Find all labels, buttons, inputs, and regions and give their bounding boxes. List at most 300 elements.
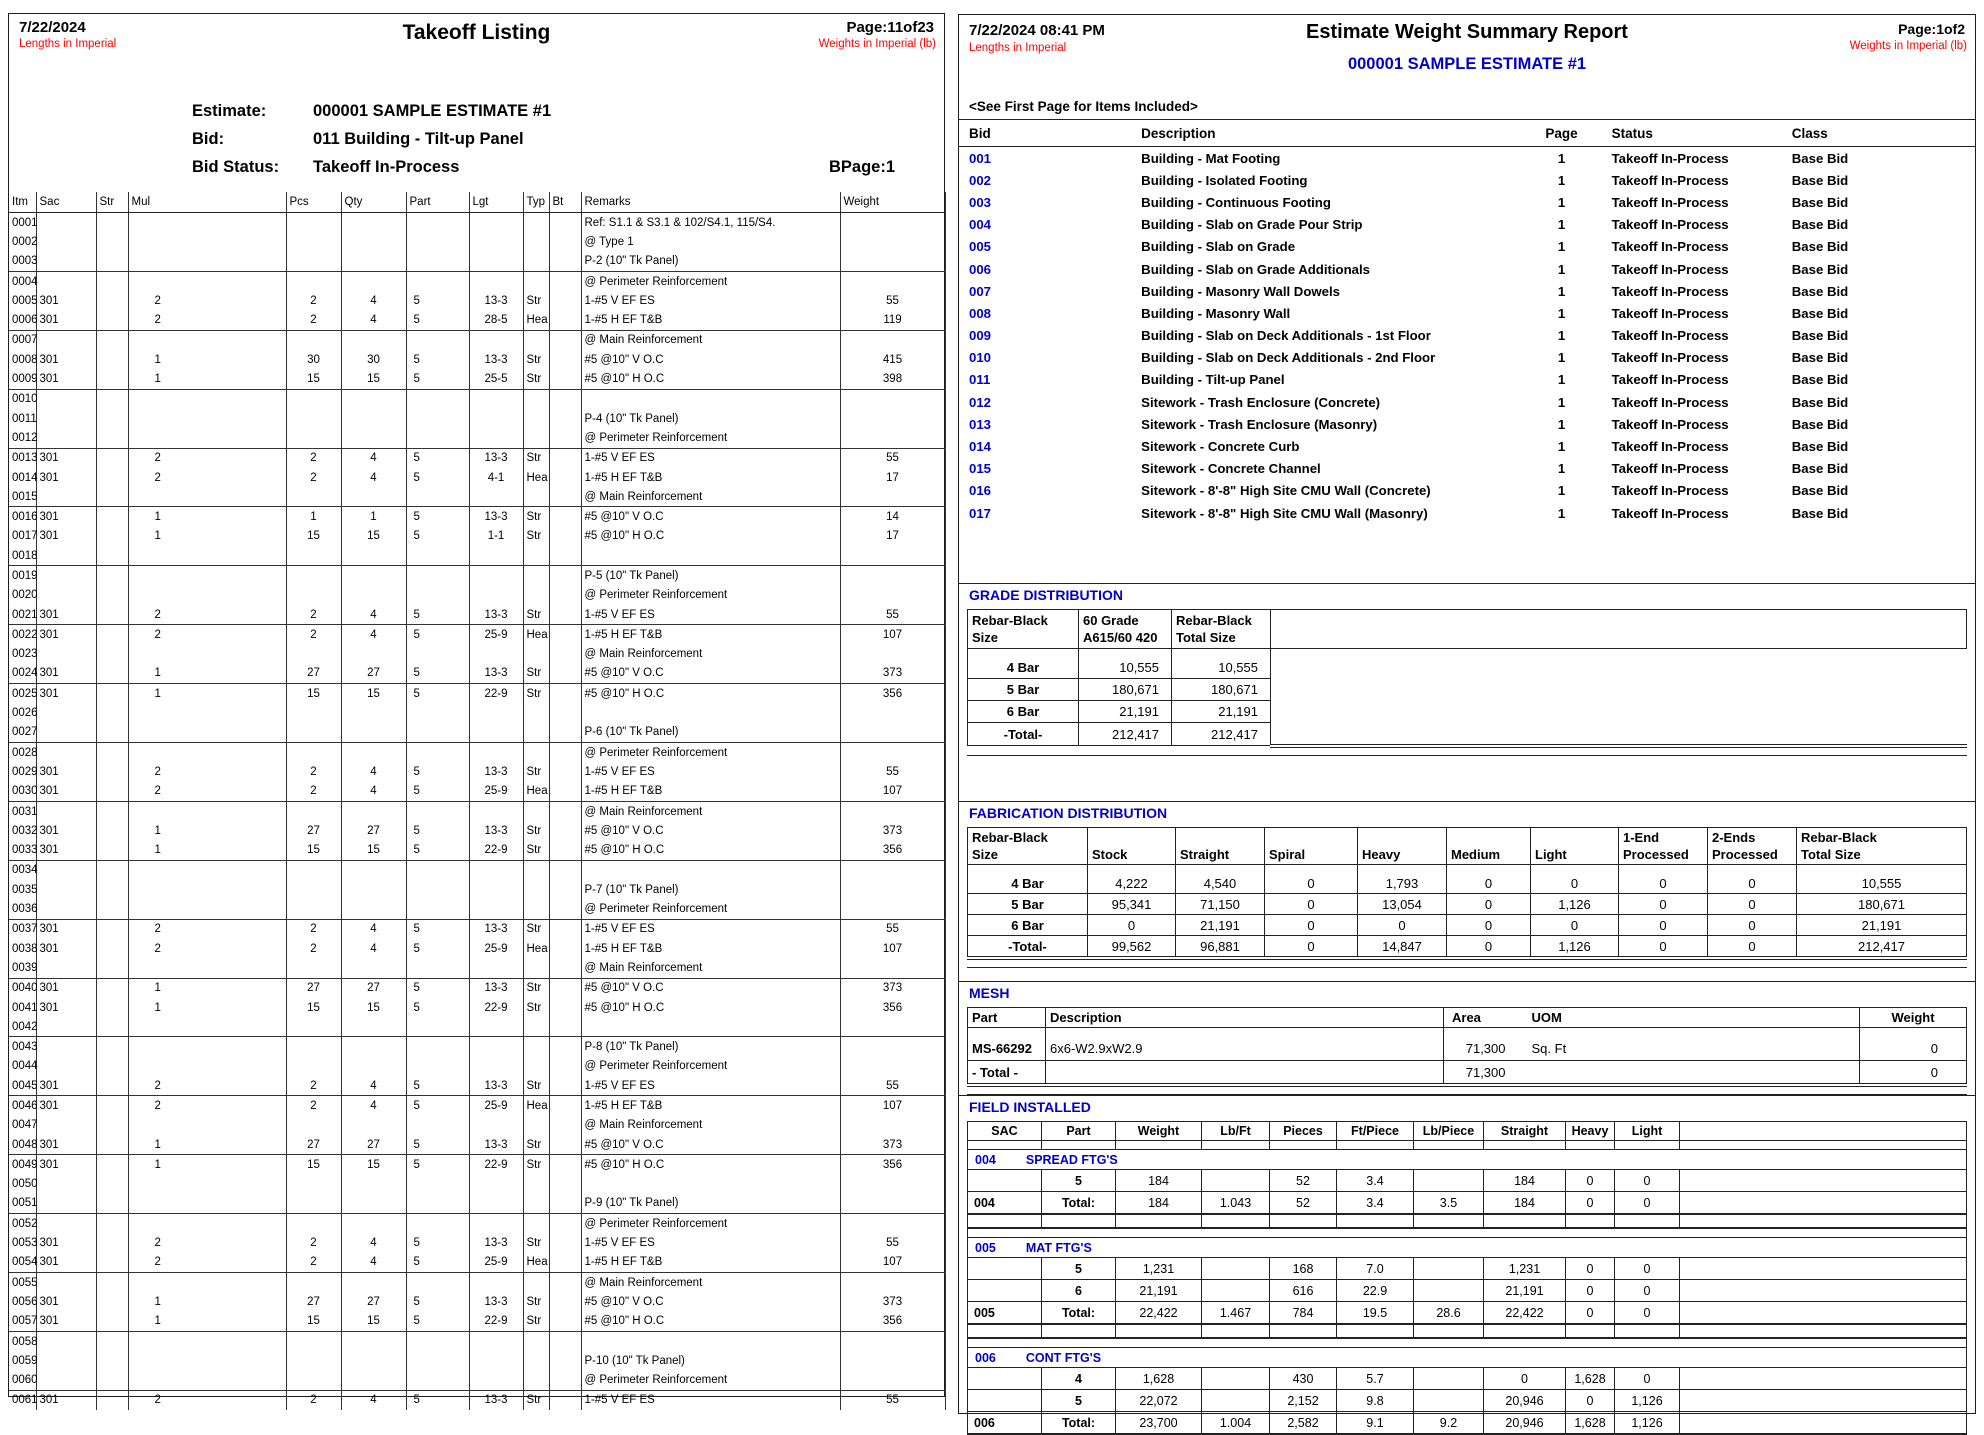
takeoff-cell: 1-#5 V EF ES bbox=[581, 762, 840, 781]
field-total-value: 20,946 bbox=[1484, 1412, 1566, 1435]
takeoff-cell bbox=[549, 782, 581, 802]
fab-value: 4,222 bbox=[1088, 873, 1176, 894]
takeoff-cell bbox=[286, 487, 341, 507]
takeoff-cell: 1-#5 H EF T&B bbox=[581, 782, 840, 802]
takeoff-cell bbox=[469, 1273, 523, 1293]
takeoff-cell: 13-3 bbox=[469, 291, 523, 310]
field-total-value: 22,422 bbox=[1116, 1302, 1202, 1325]
takeoff-row bbox=[9, 998, 945, 1017]
takeoff-cell: Str bbox=[523, 762, 549, 781]
takeoff-cell: 1 bbox=[128, 350, 286, 369]
takeoff-cell bbox=[286, 1214, 341, 1234]
takeoff-cell bbox=[840, 743, 945, 763]
fabrication-distribution-section bbox=[959, 801, 1975, 968]
takeoff-cell bbox=[96, 605, 128, 625]
takeoff-cell: 415 bbox=[840, 350, 945, 369]
takeoff-cell bbox=[128, 389, 286, 409]
takeoff-cell: 4 bbox=[341, 625, 406, 645]
takeoff-cell bbox=[840, 330, 945, 350]
takeoff-cell bbox=[96, 1096, 128, 1116]
takeoff-cell: 1-#5 V EF ES bbox=[581, 1390, 840, 1410]
takeoff-cell bbox=[406, 586, 469, 605]
takeoff-cell: 301 bbox=[36, 507, 96, 527]
field-value: 0 bbox=[1566, 1280, 1615, 1302]
takeoff-cell bbox=[549, 1116, 581, 1135]
takeoff-cell: 1 bbox=[128, 684, 286, 704]
takeoff-cell bbox=[286, 252, 341, 272]
takeoff-cell: 1-#5 H EF T&B bbox=[581, 310, 840, 330]
takeoff-cell bbox=[96, 958, 128, 978]
bid-cell: Base Bid bbox=[1791, 372, 1849, 388]
field-part-row bbox=[968, 1390, 1967, 1412]
bid-cell: 015 bbox=[969, 461, 992, 477]
takeoff-cell: P-6 (10" Tk Panel) bbox=[581, 723, 840, 743]
takeoff-cell bbox=[406, 958, 469, 978]
grade-row bbox=[968, 679, 1967, 701]
lengths-units-note: Lengths in Imperial bbox=[19, 38, 117, 50]
field-total-value: 9.2 bbox=[1414, 1412, 1484, 1435]
field-spacer-cell bbox=[1337, 1214, 1414, 1228]
takeoff-cell bbox=[549, 271, 581, 291]
bid-cell: Base Bid bbox=[1791, 305, 1849, 321]
section-title: FIELD INSTALLED bbox=[969, 1099, 1091, 1115]
takeoff-cell: 0026 bbox=[9, 703, 36, 722]
field-total-sac: 004 bbox=[968, 1192, 1042, 1215]
takeoff-row bbox=[9, 958, 945, 978]
takeoff-cell bbox=[128, 1116, 286, 1135]
weights-units-note: Weights in Imperial (lb) bbox=[818, 38, 936, 50]
takeoff-cell: @ Main Reinforcement bbox=[581, 1116, 840, 1135]
takeoff-cell bbox=[549, 1351, 581, 1370]
takeoff-cell: 5 bbox=[406, 350, 469, 369]
takeoff-cell: 0022 bbox=[9, 625, 36, 645]
fab-col-header bbox=[1088, 828, 1176, 865]
takeoff-cell bbox=[286, 1057, 341, 1076]
takeoff-cell bbox=[840, 801, 945, 821]
takeoff-cell: #5 @10" H O.C bbox=[581, 998, 840, 1017]
field-filler bbox=[1680, 1280, 1967, 1302]
takeoff-cell bbox=[549, 566, 581, 586]
takeoff-cell bbox=[549, 291, 581, 310]
takeoff-cell bbox=[128, 1273, 286, 1293]
takeoff-cell bbox=[36, 1351, 96, 1370]
bid-cell: Takeoff In-Process bbox=[1611, 439, 1729, 455]
takeoff-cell: 1-#5 H EF T&B bbox=[581, 939, 840, 958]
fab-header-line: Rebar-Black bbox=[972, 830, 1048, 845]
takeoff-row bbox=[9, 586, 945, 605]
takeoff-cell bbox=[96, 271, 128, 291]
takeoff-cell: 4 bbox=[341, 310, 406, 330]
bid-cell: Takeoff In-Process bbox=[1611, 150, 1729, 166]
field-value: 0 bbox=[1615, 1280, 1680, 1302]
grade-distribution-section bbox=[959, 583, 1975, 756]
takeoff-cell: 301 bbox=[36, 841, 96, 861]
field-sac-cell bbox=[968, 1390, 1042, 1412]
field-group-sac: 004 bbox=[975, 1152, 996, 1167]
takeoff-cell bbox=[549, 821, 581, 840]
takeoff-cell bbox=[406, 213, 469, 233]
takeoff-cell: 1-#5 V EF ES bbox=[581, 919, 840, 939]
takeoff-cell bbox=[469, 586, 523, 605]
takeoff-cell bbox=[406, 252, 469, 272]
takeoff-cell bbox=[549, 1273, 581, 1293]
mesh-cell: 0 bbox=[1860, 1061, 1967, 1086]
field-total-label: Total: bbox=[1042, 1192, 1116, 1215]
takeoff-cell bbox=[523, 645, 549, 664]
fab-row bbox=[968, 894, 1967, 915]
report-datetime: 7/22/2024 08:41 PM bbox=[969, 22, 1105, 39]
field-spacer-cell bbox=[1337, 1324, 1414, 1338]
takeoff-cell bbox=[469, 1175, 523, 1194]
bid-cell: 009 bbox=[969, 328, 992, 344]
grade-col-header bbox=[1079, 610, 1172, 649]
fab-col-header bbox=[968, 828, 1088, 865]
grade-filler bbox=[1271, 657, 1967, 679]
takeoff-cell: 55 bbox=[840, 1233, 945, 1252]
takeoff-cell: 5 bbox=[406, 1135, 469, 1155]
bid-cell: Base Bid bbox=[1791, 150, 1849, 166]
takeoff-cell bbox=[36, 1273, 96, 1293]
takeoff-cell bbox=[523, 213, 549, 233]
takeoff-cell bbox=[341, 645, 406, 664]
takeoff-cell bbox=[581, 703, 840, 722]
takeoff-row bbox=[9, 762, 945, 781]
takeoff-cell: 13-3 bbox=[469, 762, 523, 781]
takeoff-cell bbox=[128, 566, 286, 586]
takeoff-cell: 15 bbox=[286, 684, 341, 704]
takeoff-cell: Str bbox=[523, 821, 549, 840]
bid-cell: 1 bbox=[1557, 217, 1566, 233]
takeoff-cell: 4 bbox=[341, 1390, 406, 1410]
takeoff-cell: 5 bbox=[406, 841, 469, 861]
takeoff-cell: 13-3 bbox=[469, 664, 523, 684]
takeoff-row bbox=[9, 821, 945, 840]
bid-row bbox=[959, 236, 1975, 258]
takeoff-cell bbox=[36, 801, 96, 821]
takeoff-cell: 4 bbox=[341, 291, 406, 310]
field-installed-header-row bbox=[968, 1122, 1967, 1141]
takeoff-cell bbox=[341, 409, 406, 428]
takeoff-col-header: Bt bbox=[549, 192, 581, 213]
takeoff-cell bbox=[406, 801, 469, 821]
takeoff-cell bbox=[523, 252, 549, 272]
field-spacer-cell bbox=[1202, 1214, 1270, 1228]
takeoff-cell: 301 bbox=[36, 369, 96, 389]
fab-value: 0 bbox=[1619, 873, 1708, 894]
takeoff-cell bbox=[286, 330, 341, 350]
field-spacer-cell bbox=[1116, 1214, 1202, 1228]
takeoff-cell: 373 bbox=[840, 821, 945, 840]
takeoff-cell: @ Perimeter Reinforcement bbox=[581, 586, 840, 605]
takeoff-cell: 4 bbox=[341, 939, 406, 958]
grade-total-value: 212,417 bbox=[1172, 723, 1271, 746]
takeoff-cell: 2 bbox=[286, 1390, 341, 1410]
takeoff-cell bbox=[840, 213, 945, 233]
takeoff-cell bbox=[840, 232, 945, 251]
takeoff-cell: 27 bbox=[286, 664, 341, 684]
field-total-value: 1,628 bbox=[1566, 1412, 1615, 1435]
takeoff-cell bbox=[286, 1351, 341, 1370]
takeoff-cell: #5 @10" H O.C bbox=[581, 527, 840, 546]
takeoff-cell bbox=[549, 939, 581, 958]
bid-cell: Takeoff In-Process bbox=[1611, 172, 1729, 188]
takeoff-cell bbox=[286, 1037, 341, 1057]
takeoff-cell bbox=[286, 566, 341, 586]
takeoff-cell bbox=[549, 1175, 581, 1194]
field-sac-cell bbox=[968, 1280, 1042, 1302]
takeoff-cell: 398 bbox=[840, 369, 945, 389]
takeoff-cell: @ Main Reinforcement bbox=[581, 801, 840, 821]
field-total-value: 28.6 bbox=[1414, 1302, 1484, 1325]
takeoff-cell bbox=[406, 1175, 469, 1194]
takeoff-cell bbox=[128, 1214, 286, 1234]
takeoff-cell: 5 bbox=[406, 998, 469, 1017]
takeoff-cell bbox=[341, 1175, 406, 1194]
field-value bbox=[1414, 1280, 1484, 1302]
fab-value: 0 bbox=[1619, 915, 1708, 936]
takeoff-cell: 1 bbox=[128, 507, 286, 527]
takeoff-cell bbox=[96, 625, 128, 645]
takeoff-cell bbox=[96, 1135, 128, 1155]
field-gap-cell bbox=[1414, 1141, 1484, 1150]
field-spacer-cell bbox=[968, 1214, 1042, 1228]
takeoff-cell bbox=[406, 743, 469, 763]
estimate-label: Estimate: bbox=[192, 102, 267, 120]
takeoff-cell bbox=[549, 958, 581, 978]
takeoff-cell bbox=[341, 899, 406, 919]
takeoff-cell bbox=[549, 743, 581, 763]
field-value: 20,946 bbox=[1484, 1390, 1566, 1412]
mesh-gap-cell bbox=[1520, 1028, 1860, 1037]
takeoff-cell: 2 bbox=[128, 310, 286, 330]
takeoff-cell bbox=[341, 703, 406, 722]
takeoff-cell: 0014 bbox=[9, 468, 36, 487]
takeoff-cell: 5 bbox=[406, 605, 469, 625]
takeoff-cell: 301 bbox=[36, 762, 96, 781]
takeoff-cell: 0038 bbox=[9, 939, 36, 958]
takeoff-cell: 5 bbox=[406, 782, 469, 802]
takeoff-cell: 5 bbox=[406, 1253, 469, 1273]
takeoff-cell bbox=[128, 409, 286, 428]
takeoff-cell: Str bbox=[523, 1135, 549, 1155]
fab-value: 0 bbox=[1619, 936, 1708, 959]
takeoff-cell: 1-#5 H EF T&B bbox=[581, 468, 840, 487]
takeoff-cell bbox=[549, 645, 581, 664]
takeoff-cell bbox=[96, 389, 128, 409]
takeoff-cell bbox=[406, 645, 469, 664]
takeoff-cell bbox=[286, 958, 341, 978]
takeoff-cell: 301 bbox=[36, 468, 96, 487]
takeoff-cell bbox=[406, 232, 469, 251]
field-part-number: 6 bbox=[1042, 1280, 1116, 1302]
takeoff-cell: 17 bbox=[840, 468, 945, 487]
takeoff-cell: 0039 bbox=[9, 958, 36, 978]
takeoff-cell: 0056 bbox=[9, 1292, 36, 1311]
takeoff-cell: 373 bbox=[840, 978, 945, 998]
field-gap-row bbox=[968, 1141, 1967, 1150]
takeoff-cell bbox=[341, 330, 406, 350]
field-installed-table bbox=[967, 1121, 1967, 1435]
field-spacer-cell bbox=[1680, 1214, 1967, 1228]
bid-cell: Building - Slab on Deck Additionals - 1st Floor bbox=[1141, 328, 1431, 344]
takeoff-cell bbox=[96, 566, 128, 586]
takeoff-cell: 13-3 bbox=[469, 350, 523, 369]
takeoff-row bbox=[9, 723, 945, 743]
takeoff-cell bbox=[96, 291, 128, 310]
takeoff-header-row bbox=[9, 192, 945, 213]
field-total-value: 1.467 bbox=[1202, 1302, 1270, 1325]
fabrication-header-row bbox=[968, 828, 1967, 865]
bid-row bbox=[959, 435, 1975, 457]
field-group-title: MAT FTG'S bbox=[1025, 1240, 1092, 1255]
takeoff-cell: 22-9 bbox=[469, 998, 523, 1017]
takeoff-cell bbox=[469, 1017, 523, 1037]
takeoff-cell: 0059 bbox=[9, 1351, 36, 1370]
field-total-value: 22,422 bbox=[1484, 1302, 1566, 1325]
field-gap-cell bbox=[1484, 1141, 1566, 1150]
field-col-header: Ft/Piece bbox=[1337, 1122, 1414, 1141]
fab-value: 0 bbox=[1265, 915, 1358, 936]
takeoff-cell bbox=[96, 1194, 128, 1214]
fab-header-line: Processed bbox=[1623, 847, 1689, 862]
grade-gap-cell bbox=[1172, 649, 1271, 658]
takeoff-cell bbox=[523, 1037, 549, 1057]
field-total-value: 9.1 bbox=[1337, 1412, 1414, 1435]
takeoff-cell bbox=[96, 1351, 128, 1370]
takeoff-cell: 2 bbox=[286, 1253, 341, 1273]
lengths-units-note: Lengths in Imperial bbox=[969, 42, 1067, 54]
fab-row bbox=[968, 873, 1967, 894]
takeoff-cell: 0009 bbox=[9, 369, 36, 389]
takeoff-cell: 0032 bbox=[9, 821, 36, 840]
takeoff-cell: 301 bbox=[36, 821, 96, 840]
takeoff-row bbox=[9, 919, 945, 939]
takeoff-cell bbox=[96, 527, 128, 546]
takeoff-cell: 0050 bbox=[9, 1175, 36, 1194]
takeoff-cell: 30 bbox=[341, 350, 406, 369]
takeoff-row bbox=[9, 310, 945, 330]
takeoff-cell: 5 bbox=[406, 310, 469, 330]
takeoff-cell: 55 bbox=[840, 919, 945, 939]
field-gap-cell bbox=[1042, 1141, 1116, 1150]
field-gap-cell bbox=[1566, 1141, 1615, 1150]
field-col-header: Weight bbox=[1116, 1122, 1202, 1141]
takeoff-cell bbox=[406, 1057, 469, 1076]
takeoff-cell: 5 bbox=[406, 1390, 469, 1410]
fab-gap-cell bbox=[1358, 865, 1447, 874]
takeoff-cell bbox=[96, 762, 128, 781]
takeoff-cell: 4 bbox=[341, 1233, 406, 1252]
takeoff-cell: 5 bbox=[406, 1076, 469, 1096]
bid-cell: 006 bbox=[969, 261, 992, 277]
takeoff-col-header: Str bbox=[96, 192, 128, 213]
takeoff-cell bbox=[469, 1057, 523, 1076]
bid-cell: Base Bid bbox=[1791, 483, 1849, 499]
takeoff-cell: 301 bbox=[36, 939, 96, 958]
takeoff-cell bbox=[406, 1214, 469, 1234]
field-group-band-cell bbox=[968, 1150, 1967, 1170]
takeoff-cell: 2 bbox=[128, 605, 286, 625]
takeoff-cell bbox=[96, 723, 128, 743]
takeoff-cell: 5 bbox=[406, 762, 469, 781]
takeoff-cell bbox=[128, 801, 286, 821]
takeoff-cell: 5 bbox=[406, 1155, 469, 1175]
field-value: 1,231 bbox=[1484, 1258, 1566, 1280]
takeoff-cell bbox=[36, 389, 96, 409]
field-value: 430 bbox=[1270, 1368, 1337, 1390]
mesh-gap-cell bbox=[1046, 1028, 1444, 1037]
fab-value: 1,126 bbox=[1531, 936, 1619, 959]
bid-row bbox=[959, 258, 1975, 280]
fab-row bbox=[968, 915, 1967, 936]
takeoff-cell: P-8 (10" Tk Panel) bbox=[581, 1037, 840, 1057]
takeoff-cell bbox=[96, 546, 128, 566]
bid-cell: Building - Masonry Wall Dowels bbox=[1141, 283, 1340, 299]
takeoff-cell bbox=[341, 1331, 406, 1351]
takeoff-cell: 55 bbox=[840, 448, 945, 468]
takeoff-cell: 2 bbox=[286, 1096, 341, 1116]
field-total-sac: 006 bbox=[968, 1412, 1042, 1435]
takeoff-cell: 15 bbox=[341, 684, 406, 704]
takeoff-cell bbox=[523, 1273, 549, 1293]
takeoff-cell bbox=[549, 801, 581, 821]
takeoff-cell bbox=[36, 566, 96, 586]
fab-size-label: 6 Bar bbox=[968, 915, 1088, 936]
field-spacer-cell bbox=[1414, 1214, 1484, 1228]
takeoff-cell: 27 bbox=[286, 978, 341, 998]
takeoff-cell: 0033 bbox=[9, 841, 36, 861]
takeoff-cell: 0019 bbox=[9, 566, 36, 586]
takeoff-cell: 2 bbox=[128, 1390, 286, 1410]
takeoff-cell bbox=[341, 252, 406, 272]
takeoff-cell: 0017 bbox=[9, 527, 36, 546]
takeoff-cell: 301 bbox=[36, 1135, 96, 1155]
field-value bbox=[1202, 1170, 1270, 1192]
takeoff-row bbox=[9, 213, 945, 233]
bid-cell: Takeoff In-Process bbox=[1611, 416, 1729, 432]
takeoff-cell: 5 bbox=[406, 664, 469, 684]
takeoff-cell: 0029 bbox=[9, 762, 36, 781]
takeoff-cell bbox=[36, 1037, 96, 1057]
takeoff-cell: Str bbox=[523, 507, 549, 527]
bid-cell: 005 bbox=[969, 239, 992, 255]
takeoff-cell bbox=[341, 232, 406, 251]
field-spacer-cell bbox=[1270, 1214, 1337, 1228]
mesh-row bbox=[968, 1036, 1967, 1061]
grade-size-label: 4 Bar bbox=[968, 657, 1079, 679]
takeoff-cell bbox=[549, 546, 581, 566]
bid-cell: 1 bbox=[1557, 350, 1566, 366]
takeoff-cell: 0035 bbox=[9, 880, 36, 899]
takeoff-cell bbox=[840, 586, 945, 605]
bid-row bbox=[9, 130, 944, 158]
takeoff-cell bbox=[96, 1371, 128, 1391]
field-value: 7.0 bbox=[1337, 1258, 1414, 1280]
takeoff-cell bbox=[523, 899, 549, 919]
fab-gap-cell bbox=[1708, 865, 1797, 874]
field-filler bbox=[1680, 1302, 1967, 1325]
takeoff-cell: 4 bbox=[341, 1076, 406, 1096]
takeoff-cell bbox=[36, 645, 96, 664]
takeoff-row bbox=[9, 899, 945, 919]
takeoff-cell: 0043 bbox=[9, 1037, 36, 1057]
takeoff-cell bbox=[549, 1017, 581, 1037]
takeoff-cell: 1 bbox=[128, 664, 286, 684]
grade-filler bbox=[1271, 679, 1967, 701]
takeoff-cell: 15 bbox=[286, 369, 341, 389]
takeoff-col-header: Weight bbox=[840, 192, 945, 213]
takeoff-cell bbox=[840, 389, 945, 409]
